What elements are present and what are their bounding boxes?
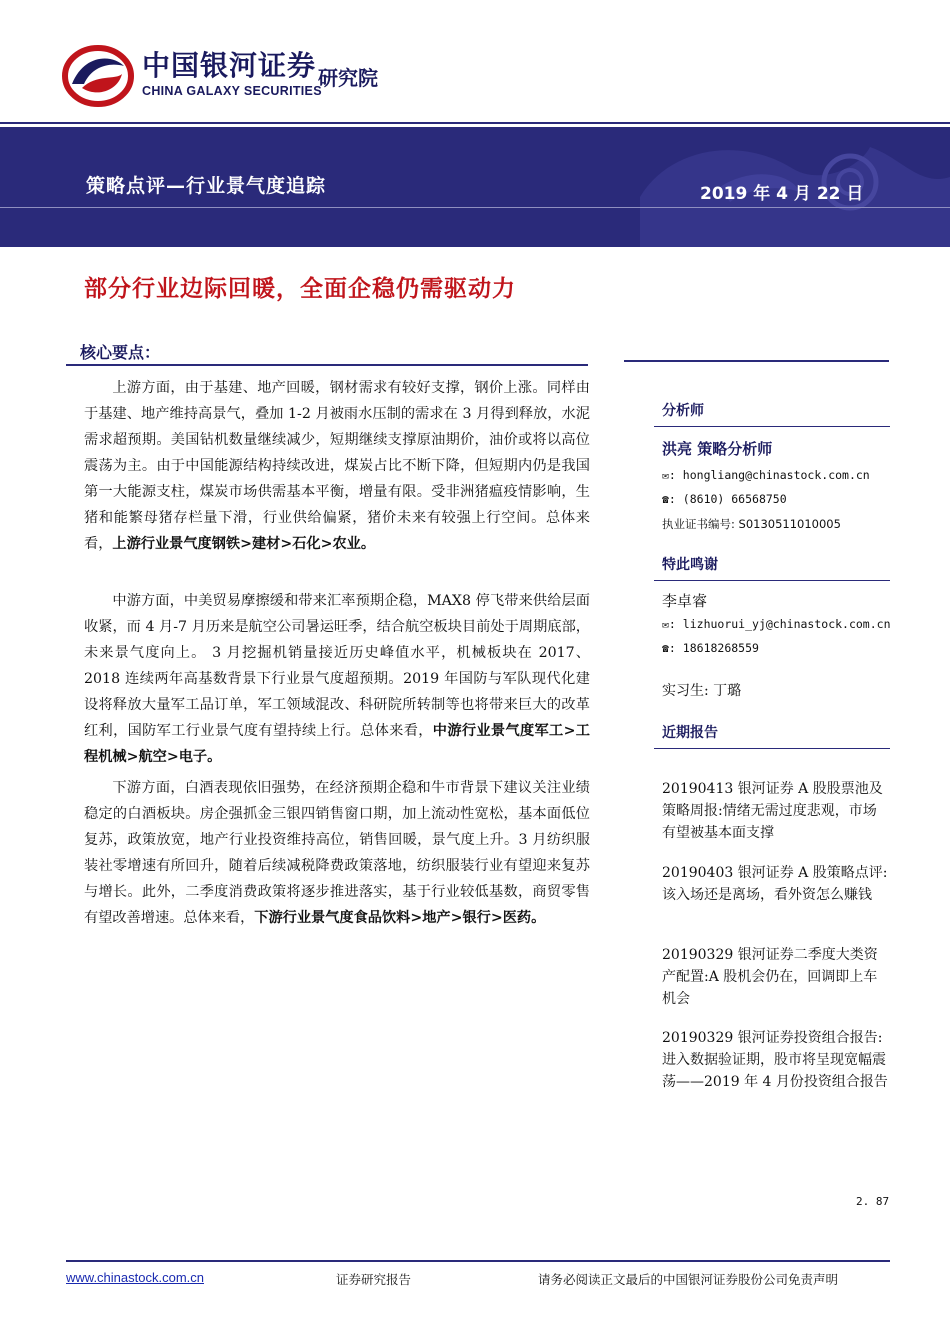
thanks-email: lizhuorui_yj@chinastock.com.cn: [682, 617, 891, 631]
paragraph-upstream: [84, 375, 590, 557]
recent-report-item[interactable]: 20190403 银河证券 A 股策略点评: 该入场还是离场，看外资怎么赚钱: [662, 865, 888, 903]
paragraph-text: 上游方面，由于基建、地产回暖，钢材需求有较好支撑，钢价上涨。同样由于基建、地产维持高景气，叠加 1-2 月被雨水压制的需求在 3 月得到释放，水泥需求超预期。美国钻机数量继续减少，短期继续支撑原油期价，油价或将以高位震荡为主。由于中国能源结构持续改进，煤炭占比不断下降，但短期内仍是我国第一大能源支柱，煤炭市场供需基本平衡，增量有限。受非洲猪瘟疫情影响，生猪和能繁母猪存栏量下滑，行业供给偏紧，猪价未来有较强上行空间。总体来看，: [84, 380, 590, 552]
paragraph-conclusion: 下游行业景气度食品饮料>地产>银行>医药。: [254, 910, 546, 926]
recent-report-item[interactable]: 20190413 银河证券 A 股股票池及策略周报:情绪无需过度悲观，市场有望被基本面支撑: [662, 781, 883, 841]
report-date: 2019 年 4 月 22 日: [700, 184, 864, 204]
paragraph-conclusion: 上游行业景气度钢铁>建材>石化>农业。: [112, 536, 376, 552]
thanks-email-row: [662, 617, 891, 631]
footer-report-type: 证券研究报告: [336, 1272, 412, 1287]
analyst-cert: 执业证书编号: S0130511010005: [662, 517, 841, 531]
section-rule: [66, 364, 588, 366]
paragraph-text: 下游方面，白酒表现依旧强势，在经济预期企稳和牛市背景下建议关注业绩稳定的白酒板块。房企强抓金三银四销售窗口期，加上流动性宽松，基本面低位复苏，政策放宽，地产行业投资维持高位，销售回暖，景气度上升。3 月纺织服装社零增速有所回升，随着后续减税降费政策落地，纺织服装行业有望迎来复苏与增长。此外，二季度消费政策将逐步推进落实，基于行业较低基数，商贸零售有望改善增速。总体来看，: [84, 780, 590, 926]
paragraph-midstream: [84, 588, 590, 770]
website-link[interactable]: www.chinastock.com.cn: [66, 1270, 204, 1285]
footer-rule: [66, 1260, 890, 1262]
footer-disclaimer: 请务必阅读正文最后的中国银河证券股份公司免责声明: [538, 1272, 839, 1287]
mail-icon: ✉:: [662, 468, 676, 482]
thanks-heading: 特此鸣谢: [662, 557, 718, 573]
banner-divider: [0, 207, 950, 208]
sidebar-rule: [654, 580, 890, 581]
logo-institute: 研究院: [318, 66, 378, 90]
brand-logo: [62, 44, 402, 108]
paragraph-downstream: [84, 775, 590, 931]
logo-chinese-name: 中国银河证券: [142, 49, 317, 82]
banner-top-rule: [0, 122, 950, 124]
thanks-name: 李卓睿: [662, 592, 708, 610]
recent-report-item[interactable]: 20190329 银河证券二季度大类资产配置:A 股机会仍在，回调即上车机会: [662, 947, 878, 1007]
paragraph-conclusion: 中游行业景气度军工>工程机械>航空>电子。: [84, 723, 590, 765]
analyst-email-row: [662, 468, 870, 482]
intern-name: 实习生: 丁璐: [662, 683, 742, 699]
sidebar-top-rule: [624, 360, 889, 362]
analyst-heading: 分析师: [662, 403, 704, 419]
recent-report-item[interactable]: 20190329 银河证券投资组合报告: 进入数据验证期，股市将呈现宽幅震荡——2019 年 4 月份投资组合报告: [662, 1030, 888, 1090]
report-type-title: 策略点评—行业景气度追踪: [86, 175, 327, 197]
galaxy-logo-icon: [62, 44, 134, 108]
thanks-phone: 18618268559: [682, 641, 759, 655]
title-banner: [0, 127, 950, 247]
logo-english-name: CHINA GALAXY SECURITIES: [142, 84, 322, 98]
thanks-phone-row: [662, 641, 759, 655]
phone-icon: ☎:: [662, 492, 676, 506]
page-title: 部分行业边际回暖，全面企稳仍需驱动力: [84, 276, 516, 302]
section-heading: 核心要点：: [80, 343, 161, 362]
analyst-phone-row: [662, 492, 787, 506]
mail-icon: ✉:: [662, 617, 676, 631]
paragraph-text: 中游方面，中美贸易摩擦缓和带来汇率预期企稳，MAX8 停飞带来供给层面收紧，而 4 月-7 月历来是航空公司暑运旺季，结合航空板块目前处于周期底部，未来景气度向上。 3 月挖掘机销量接近历史峰值水平，机械板块在 2017、2018 连续两年高基数背景下行业景气度超预期。2019 年国防与军队现代化建设将释放大量军工品订单，军工领域混改、科研院所转制等也将带来巨大的改革红利，国防军工行业景气度有望持续上行。总体来看，: [84, 593, 590, 739]
analyst-email: hongliang@chinastock.com.cn: [682, 468, 870, 482]
analyst-phone: (8610) 66568750: [682, 492, 787, 506]
recent-reports-heading: 近期报告: [662, 725, 718, 741]
sidebar-rule: [654, 426, 890, 427]
phone-icon: ☎:: [662, 641, 676, 655]
sidebar-rule: [654, 748, 890, 749]
page-number: 2. 87: [856, 1195, 890, 1208]
analyst-name: 洪亮 策略分析师: [662, 440, 773, 458]
